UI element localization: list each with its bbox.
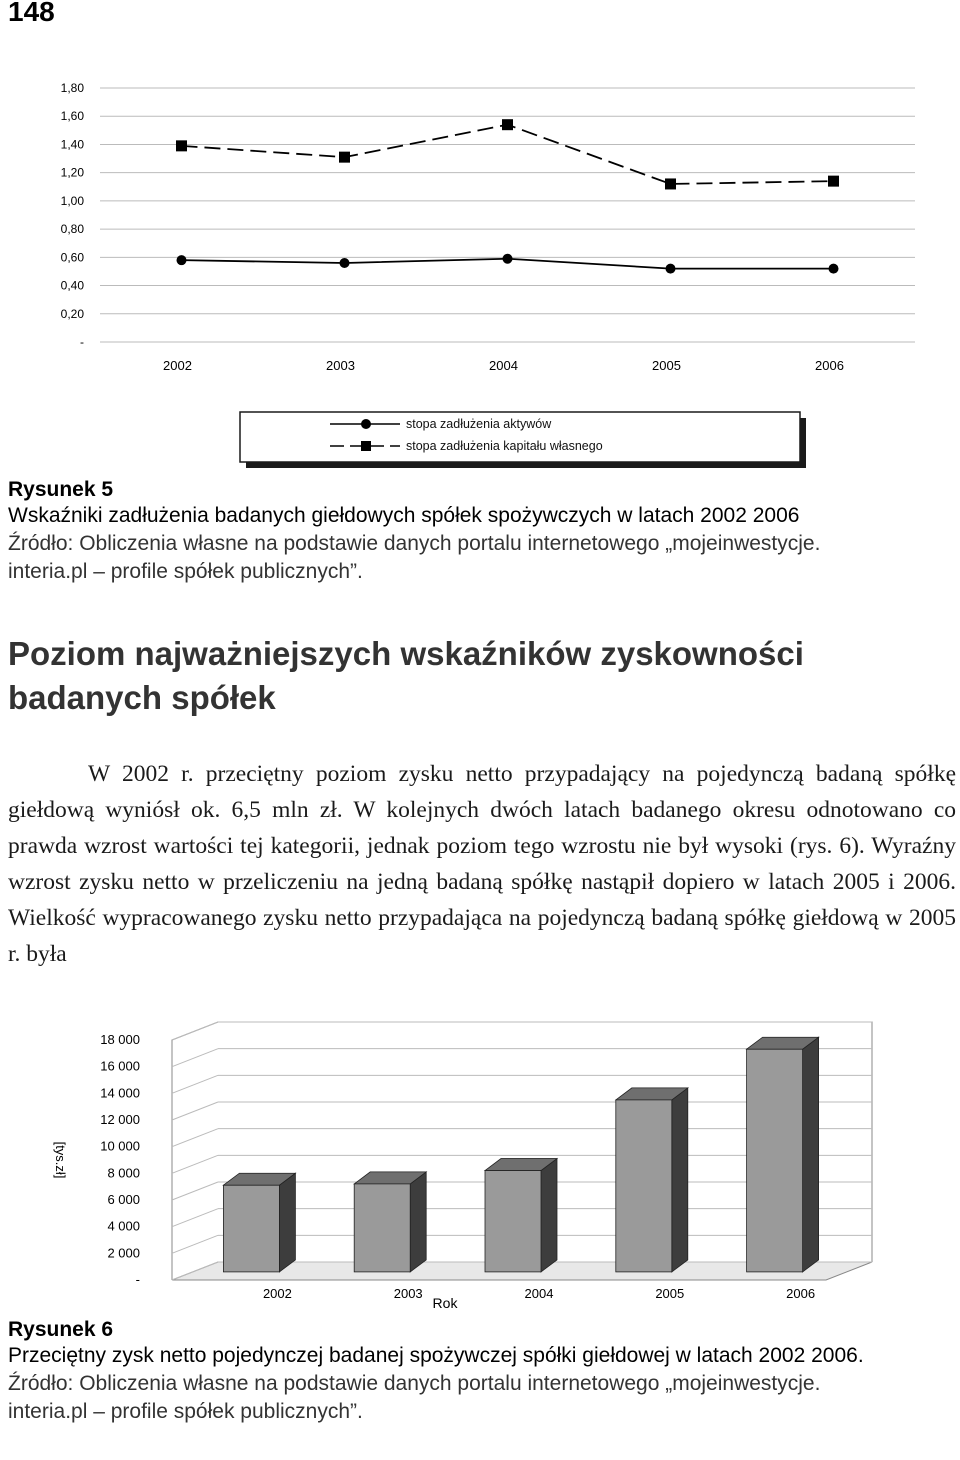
figure6-source-line1: Źródło: Obliczenia własne na podstawie danych portalu internetowego „mojeinwestycje. [8,1372,821,1395]
bar [223,1185,279,1272]
legend-label: stopa zadłużenia kapitału własnego [406,439,603,453]
gridline [172,1049,218,1067]
debt-ratio-line-chart [0,60,960,470]
y-tick-label: 18 000 [100,1032,140,1047]
figure5-source-line2: interia.pl – profile spółek publicznych”. [8,560,363,583]
y-tick-label: 0,40 [60,278,84,293]
y-axis-tick-labels [61,81,85,349]
x-tick-label: 2003 [326,358,355,373]
series-line [182,125,834,184]
bar-side [803,1037,819,1272]
y-tick-label: - [135,1272,140,1287]
x-tick-label: 2004 [524,1286,554,1301]
x-tick-label: 2003 [393,1286,423,1301]
x-axis-tick-labels [263,1286,815,1301]
y-tick-label: 0,60 [60,250,84,265]
figure6-label: Rysunek 6 [8,1318,114,1341]
y-tick-label: 1,80 [60,81,84,95]
y-tick-label: 1,20 [60,165,84,180]
y-tick-label: 1,40 [60,137,84,152]
chart-legend [240,412,806,468]
figure6-source-line2: interia.pl – profile spółek publicznych”. [8,1400,363,1423]
bar-side [410,1172,426,1272]
bar-side [541,1159,557,1272]
x-axis-label: Rok [432,1295,458,1310]
x-tick-label: 2002 [262,1286,292,1301]
figure5-description: Wskaźniki zadłużenia badanych giełdowych spółek spożywczych w latach 2002 2006 [8,504,800,527]
figure5-label: Rysunek 5 [8,478,114,501]
data-point-square [339,152,350,163]
data-point-circle [829,264,839,274]
data-point-circle [503,254,513,264]
net-profit-bar-chart [0,1010,960,1310]
y-axis-label: [tys.zł] [53,1141,68,1179]
data-point-square [502,119,513,130]
chart-series-lines [176,119,839,273]
bar [485,1171,541,1272]
y-tick-label: 10 000 [100,1138,140,1154]
y-tick-label: 0,80 [60,222,84,237]
x-tick-label: 2005 [652,358,681,373]
page-number: 148 [8,0,55,27]
body-paragraph-container [8,756,956,972]
bar [354,1184,410,1272]
data-point-square [176,140,187,151]
gridline [172,1102,218,1120]
y-tick-label: 12 000 [100,1112,140,1127]
x-tick-label: 2005 [655,1286,685,1301]
y-tick-label: 1,60 [60,109,84,124]
data-point-square [828,176,839,187]
gridline [172,1129,218,1147]
y-tick-label: 14 000 [100,1085,140,1101]
y-tick-label: 0,20 [60,306,84,321]
figure6-caption [8,1318,956,1426]
x-axis-tick-labels [163,358,844,373]
y-tick-label: 8 000 [107,1165,140,1181]
x-tick-label: 2006 [786,1286,816,1301]
figure5-source-line1: Źródło: Obliczenia własne na podstawie danych portalu internetowego „mojeinwestycje. [8,532,821,555]
body-paragraph: W 2002 r. przeciętny poziom zysku netto przypadający na pojedynczą badaną spółkę giełdową wyniósł ok. 6,5 mln zł. W kolejnych dwóch latach badanego okresu odnotowano co prawda wzrost wartości tej kategorii, jednak poziom tego wzrostu nie był wysoki (rys. 6). Wyraźny wzrost zysku netto w przeliczeniu na jedną badaną spółkę nastąpił dopiero w latach 2005 i 2006. Wielkość wypracowanego zysku netto przypadająca na pojedynczą badaną spółkę giełdową w 2005 r. była [8,761,956,967]
y-tick-label: 6 000 [107,1192,140,1207]
gridline [172,1022,218,1040]
y-axis-tick-labels [100,1032,140,1287]
data-point-circle [666,264,676,274]
y-tick-label: 1,00 [60,193,84,208]
figure6-description: Przeciętny zysk netto pojedynczej badanej spożywczej spółki giełdowej w latach 2002 2006. [8,1344,864,1367]
y-tick-label: 4 000 [107,1218,140,1234]
gridline [172,1075,218,1093]
gridline [172,1235,218,1253]
gridline [172,1182,218,1200]
legend-label: stopa zadłużenia aktywów [406,417,552,431]
data-point-square [665,178,676,189]
chart-bars [223,1037,818,1272]
gridline [172,1209,218,1227]
data-point-circle [177,255,187,265]
bar-side [672,1088,688,1272]
y-tick-label: - [80,335,84,349]
legend-marker-circle [361,419,371,429]
bar [616,1100,672,1272]
data-point-circle [340,258,350,268]
x-tick-label: 2006 [815,358,844,373]
x-tick-label: 2002 [163,358,192,373]
y-tick-label: 2 000 [107,1245,140,1261]
gridline [172,1155,218,1173]
legend-marker-square [361,441,371,451]
y-tick-label: 16 000 [100,1058,140,1074]
x-tick-label: 2004 [489,358,518,373]
section-heading: Poziom najważniejszych wskaźników zyskowności badanych spółek [8,635,804,716]
figure5-caption [8,478,956,586]
bar-side [279,1173,295,1272]
bar [747,1049,803,1272]
